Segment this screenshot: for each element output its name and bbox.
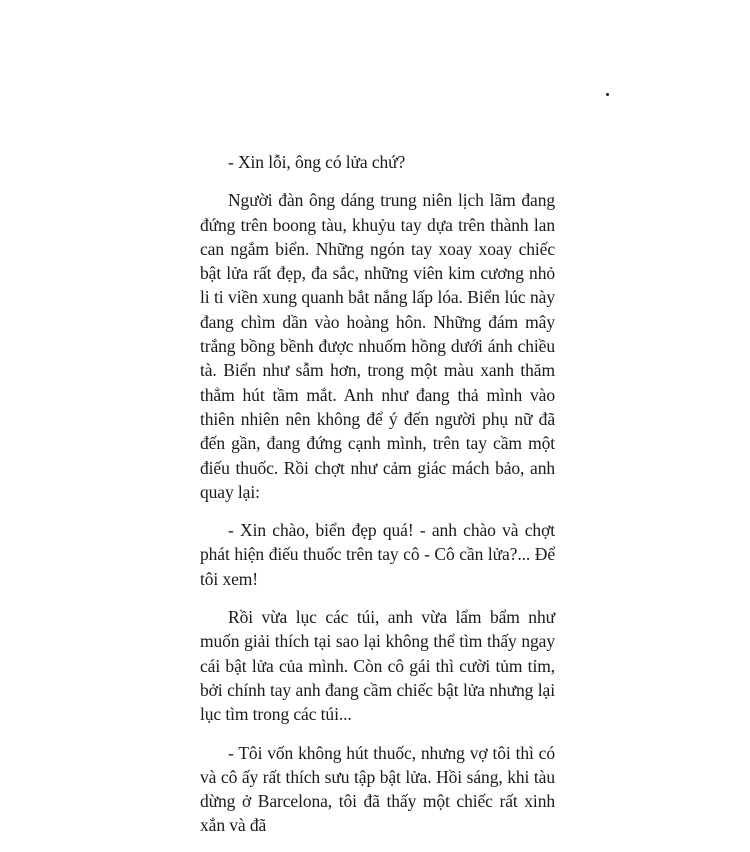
ink-speck <box>606 93 609 96</box>
paragraph-narration-2: Rồi vừa lục các túi, anh vừa lẩm bẩm như muốn giải thích tại sao lại không thể tìm thấy ngay cái bật lửa của mình. Còn cô gái thì cười tủm tỉm, bởi chính tay anh đang cầm chiếc bật lửa nhưng lại lục tìm trong các túi... <box>200 607 555 725</box>
body-text <box>200 150 555 852</box>
paragraph-dialogue-3: - Tôi vốn không hút thuốc, nhưng vợ tôi thì có và cô ấy rất thích sưu tập bật lửa. Hồi sáng, khi tàu dừng ở Barcelona, tôi đã thấy một chiếc rất xinh xắn và đã <box>200 742 555 836</box>
paragraph-narration-1: Người đàn ông dáng trung niên lịch lãm đang đứng trên boong tàu, khuỷu tay dựa trên thành lan can ngắm biển. Những ngón tay xoay xoay chiếc bật lửa rất đẹp, đa sắc, những viên kim cương nhỏ li ti viền xung quanh bắt nắng lấp lóa. Biển lúc này đang chìm dần vào hoàng hôn. Những đám mây trắng bồng bềnh được nhuốm hồng dưới ánh chiều tà. Biển như sẫm hơn, trong một màu xanh thăm thẳm hút tầm mắt. Anh như đang thả mình vào thiên nhiên nên không để ý đến người phụ nữ đã đến gần, đang đứng cạnh mình, trên tay cầm một điếu thuốc. Rồi chợt như cảm giác mách bảo, anh quay lại: <box>200 190 555 502</box>
paragraph-dialogue-1: - Xin lỗi, ông có lửa chứ? <box>228 152 406 172</box>
paragraph-dialogue-2: - Xin chào, biển đẹp quá! - anh chào và chợt phát hiện điếu thuốc trên tay cô - Cô cần lửa?... Để tôi xem! <box>200 520 555 589</box>
